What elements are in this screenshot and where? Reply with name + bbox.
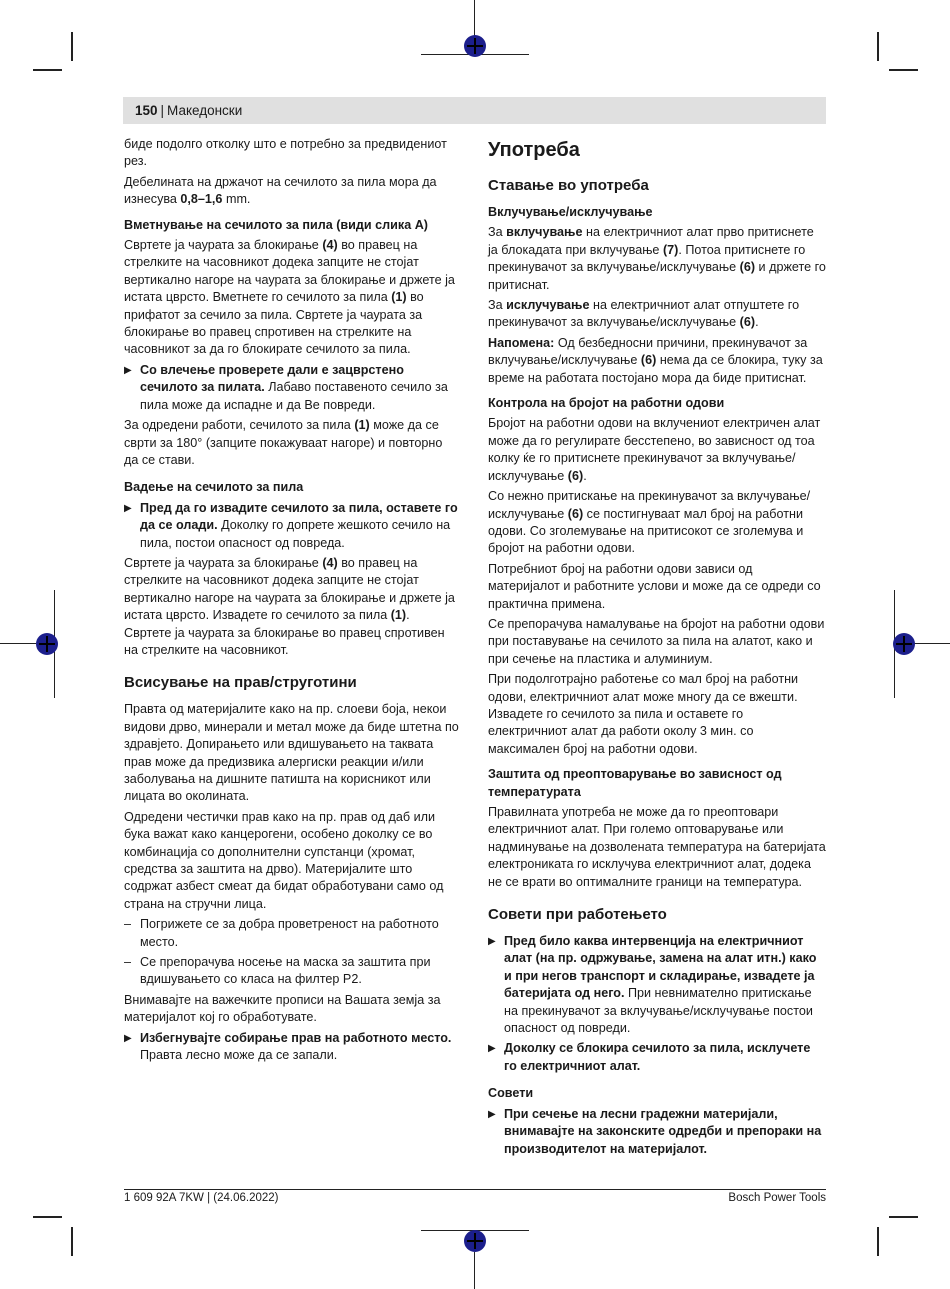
paragraph: За вклучување на електричниот алат прво притиснете ја блокадата при вклучување (7). Потоа притиснете го прекинувачот за вклучување/исклучување (6) и држете го притиснат. [488,225,826,292]
crop-mark [889,69,918,71]
paragraph: При подолготрајно работење со мал број на работни одови, електричниот алат може многу да се вжешти. Извадете го сечилото за пила и оставете го електричниот алат да работи околу 3 мин. со максимален број на работни одови. [488,672,799,756]
section-title: Ставање во употреба [488,177,649,194]
section-heading: Вадење на сечилото за пила [124,480,304,495]
warning-bullet: ▶ Доколку се блокира сечилото за пила, исклучете го електричниот алат. [488,1040,826,1075]
footer-doc-number: 1 609 92A 7KW | (24.06.2022) [124,1192,279,1204]
paragraph: Потребниот број на работни одови зависи од материјалот и работните услови и може да се одреди со практична примена. [488,561,821,611]
paragraph: Внимавајте на важечките прописи на Вашата земја за материјалот кој го обработувате. [124,992,441,1025]
paragraph: За одредени работи, сечилото за пила (1) може да се сврти за 180° (запците покажуваат нагоре) и повторно да се стави. [124,418,443,467]
registration-mark-icon [464,1230,486,1252]
paragraph: Дебелината на држачот на сечилото за пила мора да изнесува 0,8–1,6 mm. [124,174,437,207]
registration-mark-icon [893,633,915,655]
registration-line [474,1252,475,1289]
header-separator: | [160,103,165,118]
crop-mark [877,1227,879,1256]
paragraph: биде подолго отколку што е потребно за предвидениот рез. [124,137,447,169]
warning-bullet: ▶ При сечење на лесни градежни материјали, внимавајте на законските одредби и препораки на производителот на материјалот. [488,1106,826,1158]
registration-line [0,643,36,644]
section-heading: Совети [488,1086,534,1101]
paragraph: Свртете ја чаурата за блокирање (4) во правец на стрелките на часовникот додека запците не стојат вертикално нагоре на чаурата за блокирање и држете ја истата цврсто. Вметнете го сечилото за пила (1) во прифатот за сечило за пила. Свртете ја чаурата за блокирање во правец спротивен на стрелките на часовникот за да го блокирате сечилото за пила. [124,238,455,357]
warning-bullet: ▶ Со влечење проверете дали е зацврстено сечилото за пилата. Лабаво поставеното сечило за пила може да испадне и да Ве повреди. [124,362,460,414]
footer-brand: Bosch Power Tools [728,1192,826,1204]
paragraph: За исклучување на електричниот алат отпуштете го прекинувачот за вклучување/исклучување (6). [488,298,800,330]
warning-bullet: ▶ Пред да го извадите сечилото за пила, оставете го да се олади. Доколку го допрете жешкото сечило на пила, постои опасност од повреда. [124,500,460,552]
registration-line [474,0,475,36]
registration-mark-icon [36,633,58,655]
registration-line [914,643,950,644]
section-heading: Контрола на бројот на работни одови [488,396,725,411]
paragraph: Се препорачува намалување на бројот на работни одови при поставување на сечилото за пила на алатот, како и при сечење на пластика и алуминиум. [488,616,825,666]
paragraph: Одредени честички прав како на пр. прав од даб или бука важат како канцерогени, особено доколку се во комбинација со дополнителни супстанци (хромат, средства за заштита на дрво). Материјалите што содржат азбест смеат да бидат обработувани само од страна на стручни лица. [124,809,444,911]
page-header [123,97,826,124]
paragraph: Со нежно притискање на прекинувачот за вклучување/исклучување (6) се постигнуваат мал број на работни одови. Со зголемување на притисокот се зголемува и бројот на работни одови. [488,489,811,556]
section-heading: Вклучување/исклучување [488,205,653,219]
crop-mark [33,69,62,71]
crop-mark [71,1227,73,1256]
page-footer [124,1189,826,1204]
paragraph: Правта од материјалите како на пр. слоеви боја, некои видови дрво, минерали и метал може да биде штетна по здравјето. Допирањето или вдишувањето на таквата прав може да предизвика алергиски реакции и/или заболувања на дишните патишта на корисникот или лицата во околината. [124,702,459,804]
crop-mark [71,32,73,61]
header-language: Македонски [167,103,243,118]
warning-bullet: ▶ Пред било каква интервенција на електричниот алат (на пр. одржување, замена на алат итн.) како и при негов транспорт и складирање, извадете ја батеријата од него. При невнимателно притискање на прекинувачот за вклучување/исклучување постои опасност од повреди. [488,933,826,1037]
paragraph: Свртете ја чаурата за блокирање (4) во правец на стрелките на часовникот додека запците не стојат вертикално нагоре на чаурата за блокирање и држете ја истата цврсто. Извадете го сечилото за пила (1). Свртете ја чаурата за блокирање во правец спротивен на стрелките на часовникот. [124,555,455,657]
section-title: Совети при работењето [488,906,667,924]
paragraph: Бројот на работни одови на вклучениот електричен алат може да го регулирате бесстепено, во зависност од тоа колку ќе го притиснете прекинувачот за вклучување/исклучување (6). [488,416,821,483]
registration-mark-icon [464,35,486,57]
note-paragraph: Напомена: Од безбедносни причини, прекинувачот за вклучување/исклучување (6) нема да се блокира, туку за време на работата постојано мора да биде притиснат. [488,335,823,385]
chapter-title: Употреба [488,139,580,161]
section-title: Всисување на прав/струготини [124,674,357,692]
crop-mark [889,1216,918,1218]
crop-mark [33,1216,62,1218]
paragraph: Правилната употреба не може да го преоптовари електричниот алат. При големо оптоварување или надминување на дозволената температура на батеријата електрониката го исклучува електричниот алат, додека не се врати во оптималните граници на температура. [488,805,826,889]
left-column [124,136,460,1068]
section-heading: Заштита од преоптоварување во зависност од температурата [488,767,782,799]
right-column [488,136,826,1161]
crop-mark [877,32,879,61]
page-number: 150 [135,103,158,118]
dash-item: – Погрижете се за добра проветреност на работното место. [124,916,460,951]
section-heading: Вметнување на сечилото за пила (види слика A) [124,217,428,232]
warning-bullet: ▶ Избегнувајте собирање прав на работното место. Правта лесно може да се запали. [124,1030,460,1065]
dash-item: – Се препорачува носење на маска за заштита при вдишувањето со класа на филтер P2. [124,954,460,989]
